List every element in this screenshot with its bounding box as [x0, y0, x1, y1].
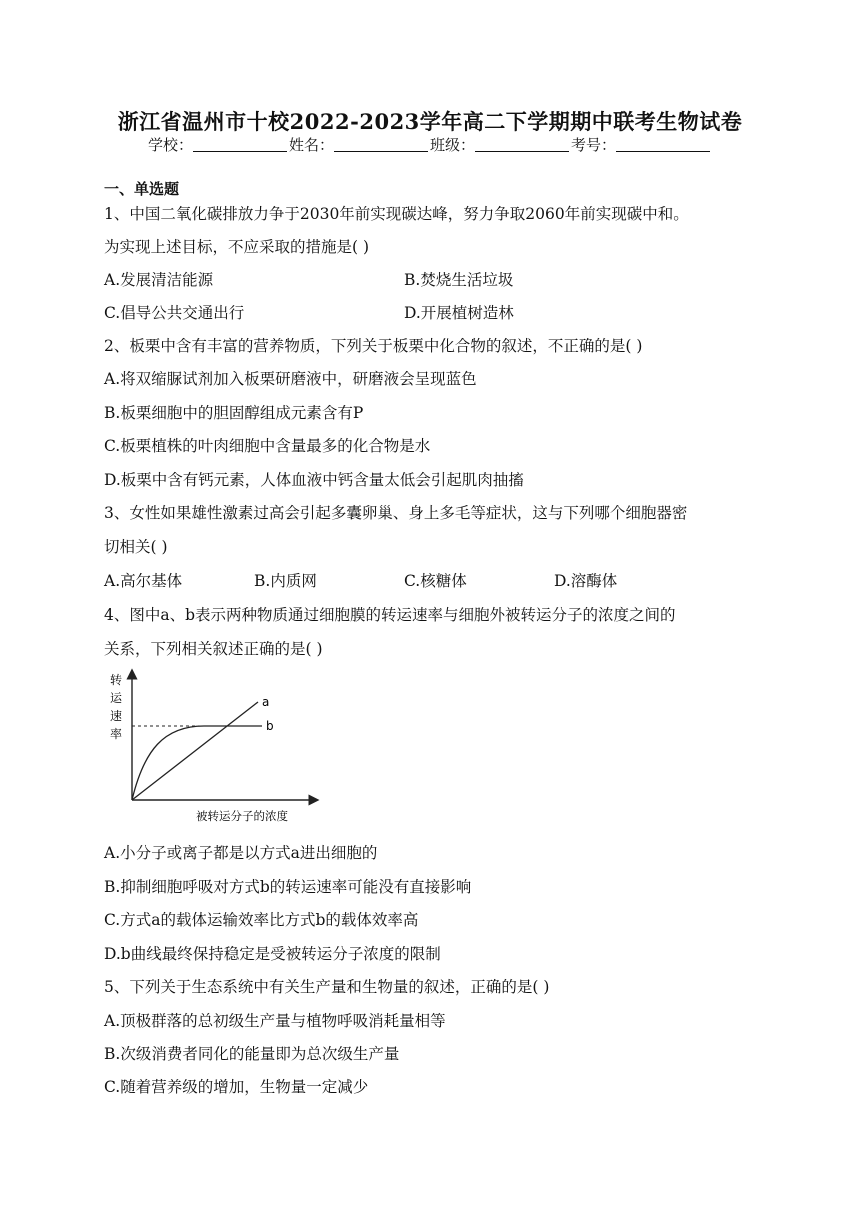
q5-option-b[interactable]: B.次级消费者同化的能量即为总次级生产量	[104, 1045, 400, 1063]
q5-option-a[interactable]: A.顶极群落的总初级生产量与植物呼吸消耗量相等	[104, 1012, 446, 1030]
q2-option-d[interactable]: D.板栗中含有钙元素，人体血液中钙含量太低会引起肌肉抽搐	[104, 471, 524, 489]
q3-stem-line1: 3、女性如果雄性激素过高会引起多囊卵巢、身上多毛等症状，这与下列哪个细胞器密	[104, 504, 688, 522]
q1-stem-line1: 1、中国二氧化碳排放力争于2030年前实现碳达峰，努力争取2060年前实现碳中和。	[104, 205, 689, 223]
y-label-char-1: 转	[110, 673, 123, 687]
curve-a-label: a	[262, 695, 270, 709]
student-info-line	[0, 134, 860, 155]
curve-b	[132, 726, 262, 800]
y-label-char-4: 率	[110, 727, 123, 741]
y-label-char-2: 运	[110, 691, 123, 705]
exam-title: 浙江省温州市十校2022-2023学年高二下学期期中联考生物试卷	[117, 109, 743, 134]
q3-option-a[interactable]: A.高尔基体	[104, 572, 183, 590]
school-label: 学校：	[147, 136, 193, 154]
id-label: 考号：	[571, 136, 617, 154]
curve-b-label: b	[266, 719, 274, 733]
q2-stem: 2、板栗中含有丰富的营养物质，下列关于板栗中化合物的叙述，不正确的是( )	[104, 337, 643, 355]
y-label-char-3: 速	[110, 709, 123, 723]
q3-option-d[interactable]: D.溶酶体	[554, 572, 618, 590]
q4-option-b[interactable]: B.抑制细胞呼吸对方式b的转运速率可能没有直接影响	[104, 878, 472, 896]
transport-rate-graph	[104, 668, 324, 828]
q3-option-b[interactable]: B.内质网	[254, 572, 317, 590]
name-blank[interactable]	[334, 137, 428, 152]
id-blank[interactable]	[616, 137, 710, 152]
q5-option-c[interactable]: C.随着营养级的增加，生物量一定减少	[104, 1078, 369, 1096]
q4-stem-line1: 4、图中a、b表示两种物质通过细胞膜的转运速率与细胞外被转运分子的浓度之间的	[104, 606, 676, 624]
q5-stem: 5、下列关于生态系统中有关生产量和生物量的叙述，正确的是( )	[104, 978, 550, 996]
school-blank[interactable]	[193, 137, 287, 152]
q3-stem-line2: 切相关( )	[104, 538, 168, 556]
q2-option-c[interactable]: C.板栗植株的叶肉细胞中含量最多的化合物是水	[104, 437, 431, 455]
class-blank[interactable]	[475, 137, 569, 152]
q1-option-c[interactable]: C.倡导公共交通出行	[104, 304, 245, 322]
q2-option-b[interactable]: B.板栗细胞中的胆固醇组成元素含有P	[104, 404, 364, 422]
section-title: 一、单选题	[104, 180, 180, 198]
class-label: 班级：	[430, 136, 476, 154]
q1-option-b[interactable]: B.焚烧生活垃圾	[404, 271, 514, 289]
x-axis-label: 被转运分子的浓度	[196, 809, 288, 823]
q4-option-c[interactable]: C.方式a的载体运输效率比方式b的载体效率高	[104, 911, 419, 929]
q1-stem-line2: 为实现上述目标，不应采取的措施是( )	[104, 238, 370, 256]
q4-stem-line2: 关系，下列相关叙述正确的是( )	[104, 640, 323, 658]
curve-a	[132, 702, 258, 800]
q2-option-a[interactable]: A.将双缩脲试剂加入板栗研磨液中，研磨液会呈现蓝色	[104, 370, 477, 388]
q4-option-a[interactable]: A.小分子或离子都是以方式a进出细胞的	[104, 844, 378, 862]
q4-option-d[interactable]: D.b曲线最终保持稳定是受被转运分子浓度的限制	[104, 945, 441, 963]
q1-option-a[interactable]: A.发展清洁能源	[104, 271, 214, 289]
q1-option-d[interactable]: D.开展植树造林	[404, 304, 514, 322]
name-label: 姓名：	[288, 136, 334, 154]
q3-option-c[interactable]: C.核糖体	[404, 572, 467, 590]
